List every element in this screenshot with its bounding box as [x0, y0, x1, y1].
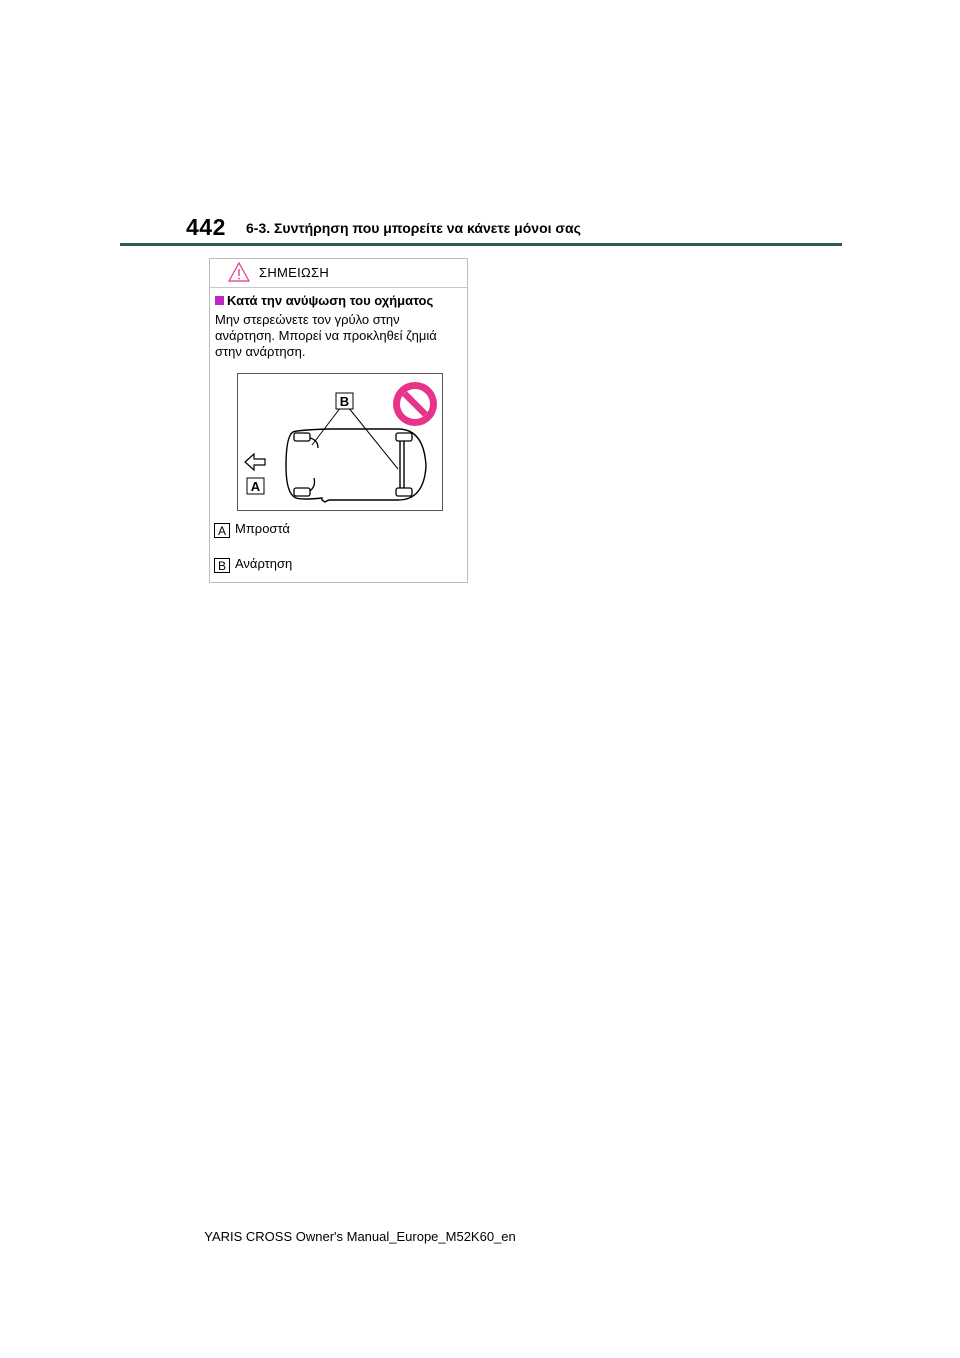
arrow-left-icon	[245, 454, 265, 470]
subheading-text: Κατά την ανύψωση του οχήματος	[227, 293, 434, 308]
square-bullet-icon	[215, 296, 224, 305]
notice-body: Μην στερεώνετε τον γρύλο στην ανάρτηση. Μπορεί να προκληθεί ζημιά στην ανάρτηση.	[215, 312, 437, 359]
legend-item-suspension	[214, 556, 292, 573]
footer-text: YARIS CROSS Owner's Manual_Europe_M52K60_en	[204, 1229, 516, 1244]
notice-header	[210, 259, 467, 288]
legend-text-front: Μπροστά	[235, 521, 290, 536]
section-title: 6-3. Συντήρηση που μπορείτε να κάνετε μόνοι σας	[246, 220, 581, 236]
figure-label-b: B	[339, 394, 350, 409]
legend-item-front	[214, 521, 290, 538]
notice-title: ΣΗΜΕΙΩΣΗ	[259, 265, 330, 280]
warning-triangle-icon	[228, 262, 250, 282]
legend-text-suspension: Ανάρτηση	[235, 556, 293, 571]
jack-diagram	[237, 373, 443, 511]
notice-box	[209, 258, 468, 583]
header-divider	[120, 243, 842, 246]
prohibited-icon	[393, 382, 437, 426]
legend-tag-a: A	[214, 523, 230, 538]
vehicle-underbody-illustration	[238, 374, 442, 510]
page-number: 442	[186, 214, 226, 240]
notice-subheading	[215, 293, 433, 308]
figure-label-a: A	[250, 479, 261, 494]
legend-tag-b: B	[214, 558, 230, 573]
